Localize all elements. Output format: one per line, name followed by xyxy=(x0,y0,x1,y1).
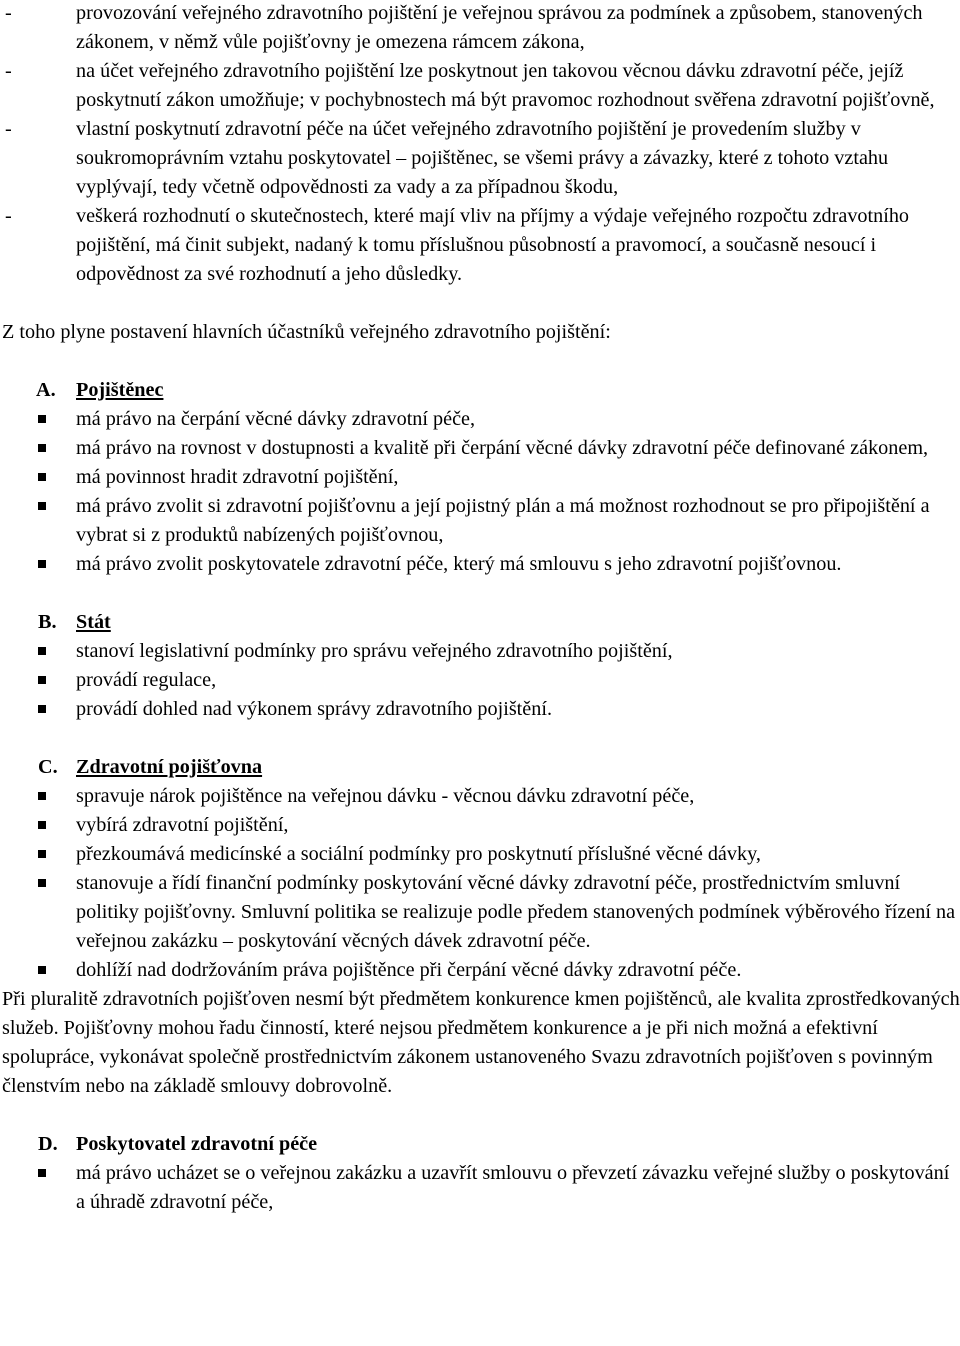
square-bullet-icon xyxy=(38,821,46,829)
section-b-list xyxy=(0,637,960,724)
list-item xyxy=(0,840,960,869)
list-item xyxy=(0,405,960,434)
intro-item xyxy=(0,115,960,202)
list-item-text: má právo zvolit si zdravotní pojišťovnu a její pojistný plán a má možnost rozhodnout se pro připojištění a vybrat si z produktů nabízených pojišťovnou, xyxy=(76,495,930,546)
square-bullet-icon xyxy=(38,560,46,568)
intro-item-text: vlastní poskytnutí zdravotní péče na účet veřejného zdravotního pojištění je provedením služby v soukromoprávním vztahu poskytovatel – pojištěnec, se všemi právy a závazky, které z tohoto vztahu vyplývají, tedy včetně odpovědnosti za vady a za případnou škodu, xyxy=(76,118,889,198)
spacer xyxy=(0,347,960,376)
section-letter: C. xyxy=(38,756,58,778)
square-bullet-icon xyxy=(38,792,46,800)
section-title-plain: Poskytovatel zdravotní péče xyxy=(76,1133,318,1155)
square-bullet-icon xyxy=(38,1169,46,1177)
section-heading-a xyxy=(0,376,960,405)
list-item xyxy=(0,811,960,840)
spacer xyxy=(0,579,960,608)
square-bullet-icon xyxy=(38,473,46,481)
list-item xyxy=(0,1159,960,1217)
intro-item xyxy=(0,0,960,57)
spacer xyxy=(0,1101,960,1130)
dash-bullet: - xyxy=(5,205,12,227)
list-item-text: stanovuje a řídí finanční podmínky poskytování věcné dávky zdravotní péče, prostřednictvím smluvní politiky pojišťovny. Smluvní politika se realizuje podle předem stanovených podmínek výběrového řízení na veřejnou zakázku – poskytování věcných dávek zdravotní péče. xyxy=(76,872,956,952)
list-item-text: přezkoumává medicínské a sociální podmínky pro poskytnutí příslušné věcné dávky, xyxy=(76,843,761,865)
dash-bullet: - xyxy=(5,2,12,24)
intro-item-text: provozování veřejného zdravotního pojištění je veřejnou správou za podmínek a způsobem, stanovených zákonem, v němž vůle pojišťovny je omezena rámcem zákona, xyxy=(76,2,923,53)
square-bullet-icon xyxy=(38,502,46,510)
list-item xyxy=(0,956,960,985)
list-item xyxy=(0,550,960,579)
list-item-text: spravuje nárok pojištěnce na veřejnou dávku - věcnou dávku zdravotní péče, xyxy=(76,785,695,807)
list-item xyxy=(0,869,960,956)
square-bullet-icon xyxy=(38,705,46,713)
section-letter: A. xyxy=(36,379,56,401)
dash-bullet: - xyxy=(5,118,12,140)
list-item xyxy=(0,782,960,811)
dash-bullet: - xyxy=(5,60,12,82)
list-item xyxy=(0,695,960,724)
spacer xyxy=(0,724,960,753)
closing-paragraph: Při pluralitě zdravotních pojišťoven nesmí být předmětem konkurence kmen pojištěnců, ale kvalita zprostředkovaných služeb. Pojišťovny mohou řadu činností, které nejsou předmětem konkurence a je při nich možná a efektivní spolupráce, vykonávat společně prostřednictvím zákonem ustanoveného Svazu zdravotních pojišťoven s povinným členstvím nebo na základě smlouvy dobrovolně. xyxy=(2,988,960,1097)
section-heading-d xyxy=(0,1130,960,1159)
list-item xyxy=(0,492,960,550)
square-bullet-icon xyxy=(38,879,46,887)
list-item xyxy=(0,637,960,666)
list-item-text: má povinnost hradit zdravotní pojištění, xyxy=(76,466,399,488)
intro-item-text: veškerá rozhodnutí o skutečnostech, které mají vliv na příjmy a výdaje veřejného rozpočtu zdravotního pojištění, má činit subjekt, nadaný k tomu příslušnou působností a pravomocí, a současně nesoucí i odpovědnost za své rozhodnutí a jeho důsledky. xyxy=(76,205,910,285)
list-item-text: má právo na čerpání věcné dávky zdravotní péče, xyxy=(76,408,476,430)
list-item xyxy=(0,434,960,463)
section-title: Stát xyxy=(76,611,111,633)
section-title: Zdravotní pojišťovna xyxy=(76,756,263,778)
square-bullet-icon xyxy=(38,444,46,452)
list-item-text: vybírá zdravotní pojištění, xyxy=(76,814,289,836)
section-d-list xyxy=(0,1159,960,1217)
list-item-text: provádí dohled nad výkonem správy zdravotního pojištění. xyxy=(76,698,552,720)
list-item-text: dohlíží nad dodržováním práva pojištěnce při čerpání věcné dávky zdravotní péče. xyxy=(76,959,742,981)
section-letter: B. xyxy=(38,611,57,633)
intro-item xyxy=(0,57,960,115)
section-title: Pojištěnec xyxy=(76,379,164,401)
list-item-text: stanoví legislativní podmínky pro správu veřejného zdravotního pojištění, xyxy=(76,640,673,662)
spacer xyxy=(0,289,960,318)
square-bullet-icon xyxy=(38,966,46,974)
square-bullet-icon xyxy=(38,850,46,858)
list-item-text: má právo ucházet se o veřejnou zakázku a uzavřít smlouvu o převzetí závazku veřejné služby o poskytování a úhradě zdravotní péče, xyxy=(76,1162,950,1213)
square-bullet-icon xyxy=(38,676,46,684)
intro-item-text: na účet veřejného zdravotního pojištění lze poskytnout jen takovou věcnou dávku zdravotní péče, jejíž poskytnutí zákon umožňuje; v pochybnostech má být pravomoc rozhodnout svěřena zdravotní pojišťovně, xyxy=(76,60,935,111)
lead-sentence: Z toho plyne postavení hlavních účastníků veřejného zdravotního pojištění: xyxy=(2,321,611,343)
section-heading-c xyxy=(0,753,960,782)
section-letter: D. xyxy=(38,1133,58,1155)
section-heading-b xyxy=(0,608,960,637)
list-item-text: provádí regulace, xyxy=(76,669,217,691)
square-bullet-icon xyxy=(38,647,46,655)
section-a-list xyxy=(0,405,960,579)
square-bullet-icon xyxy=(38,415,46,423)
intro-item xyxy=(0,202,960,289)
section-c-list xyxy=(0,782,960,985)
list-item-text: má právo zvolit poskytovatele zdravotní péče, který má smlouvu s jeho zdravotní pojišťovnou. xyxy=(76,553,842,575)
list-item-text: má právo na rovnost v dostupnosti a kvalitě při čerpání věcné dávky zdravotní péče definované zákonem, xyxy=(76,437,929,459)
intro-list xyxy=(0,0,960,289)
list-item xyxy=(0,666,960,695)
list-item xyxy=(0,463,960,492)
